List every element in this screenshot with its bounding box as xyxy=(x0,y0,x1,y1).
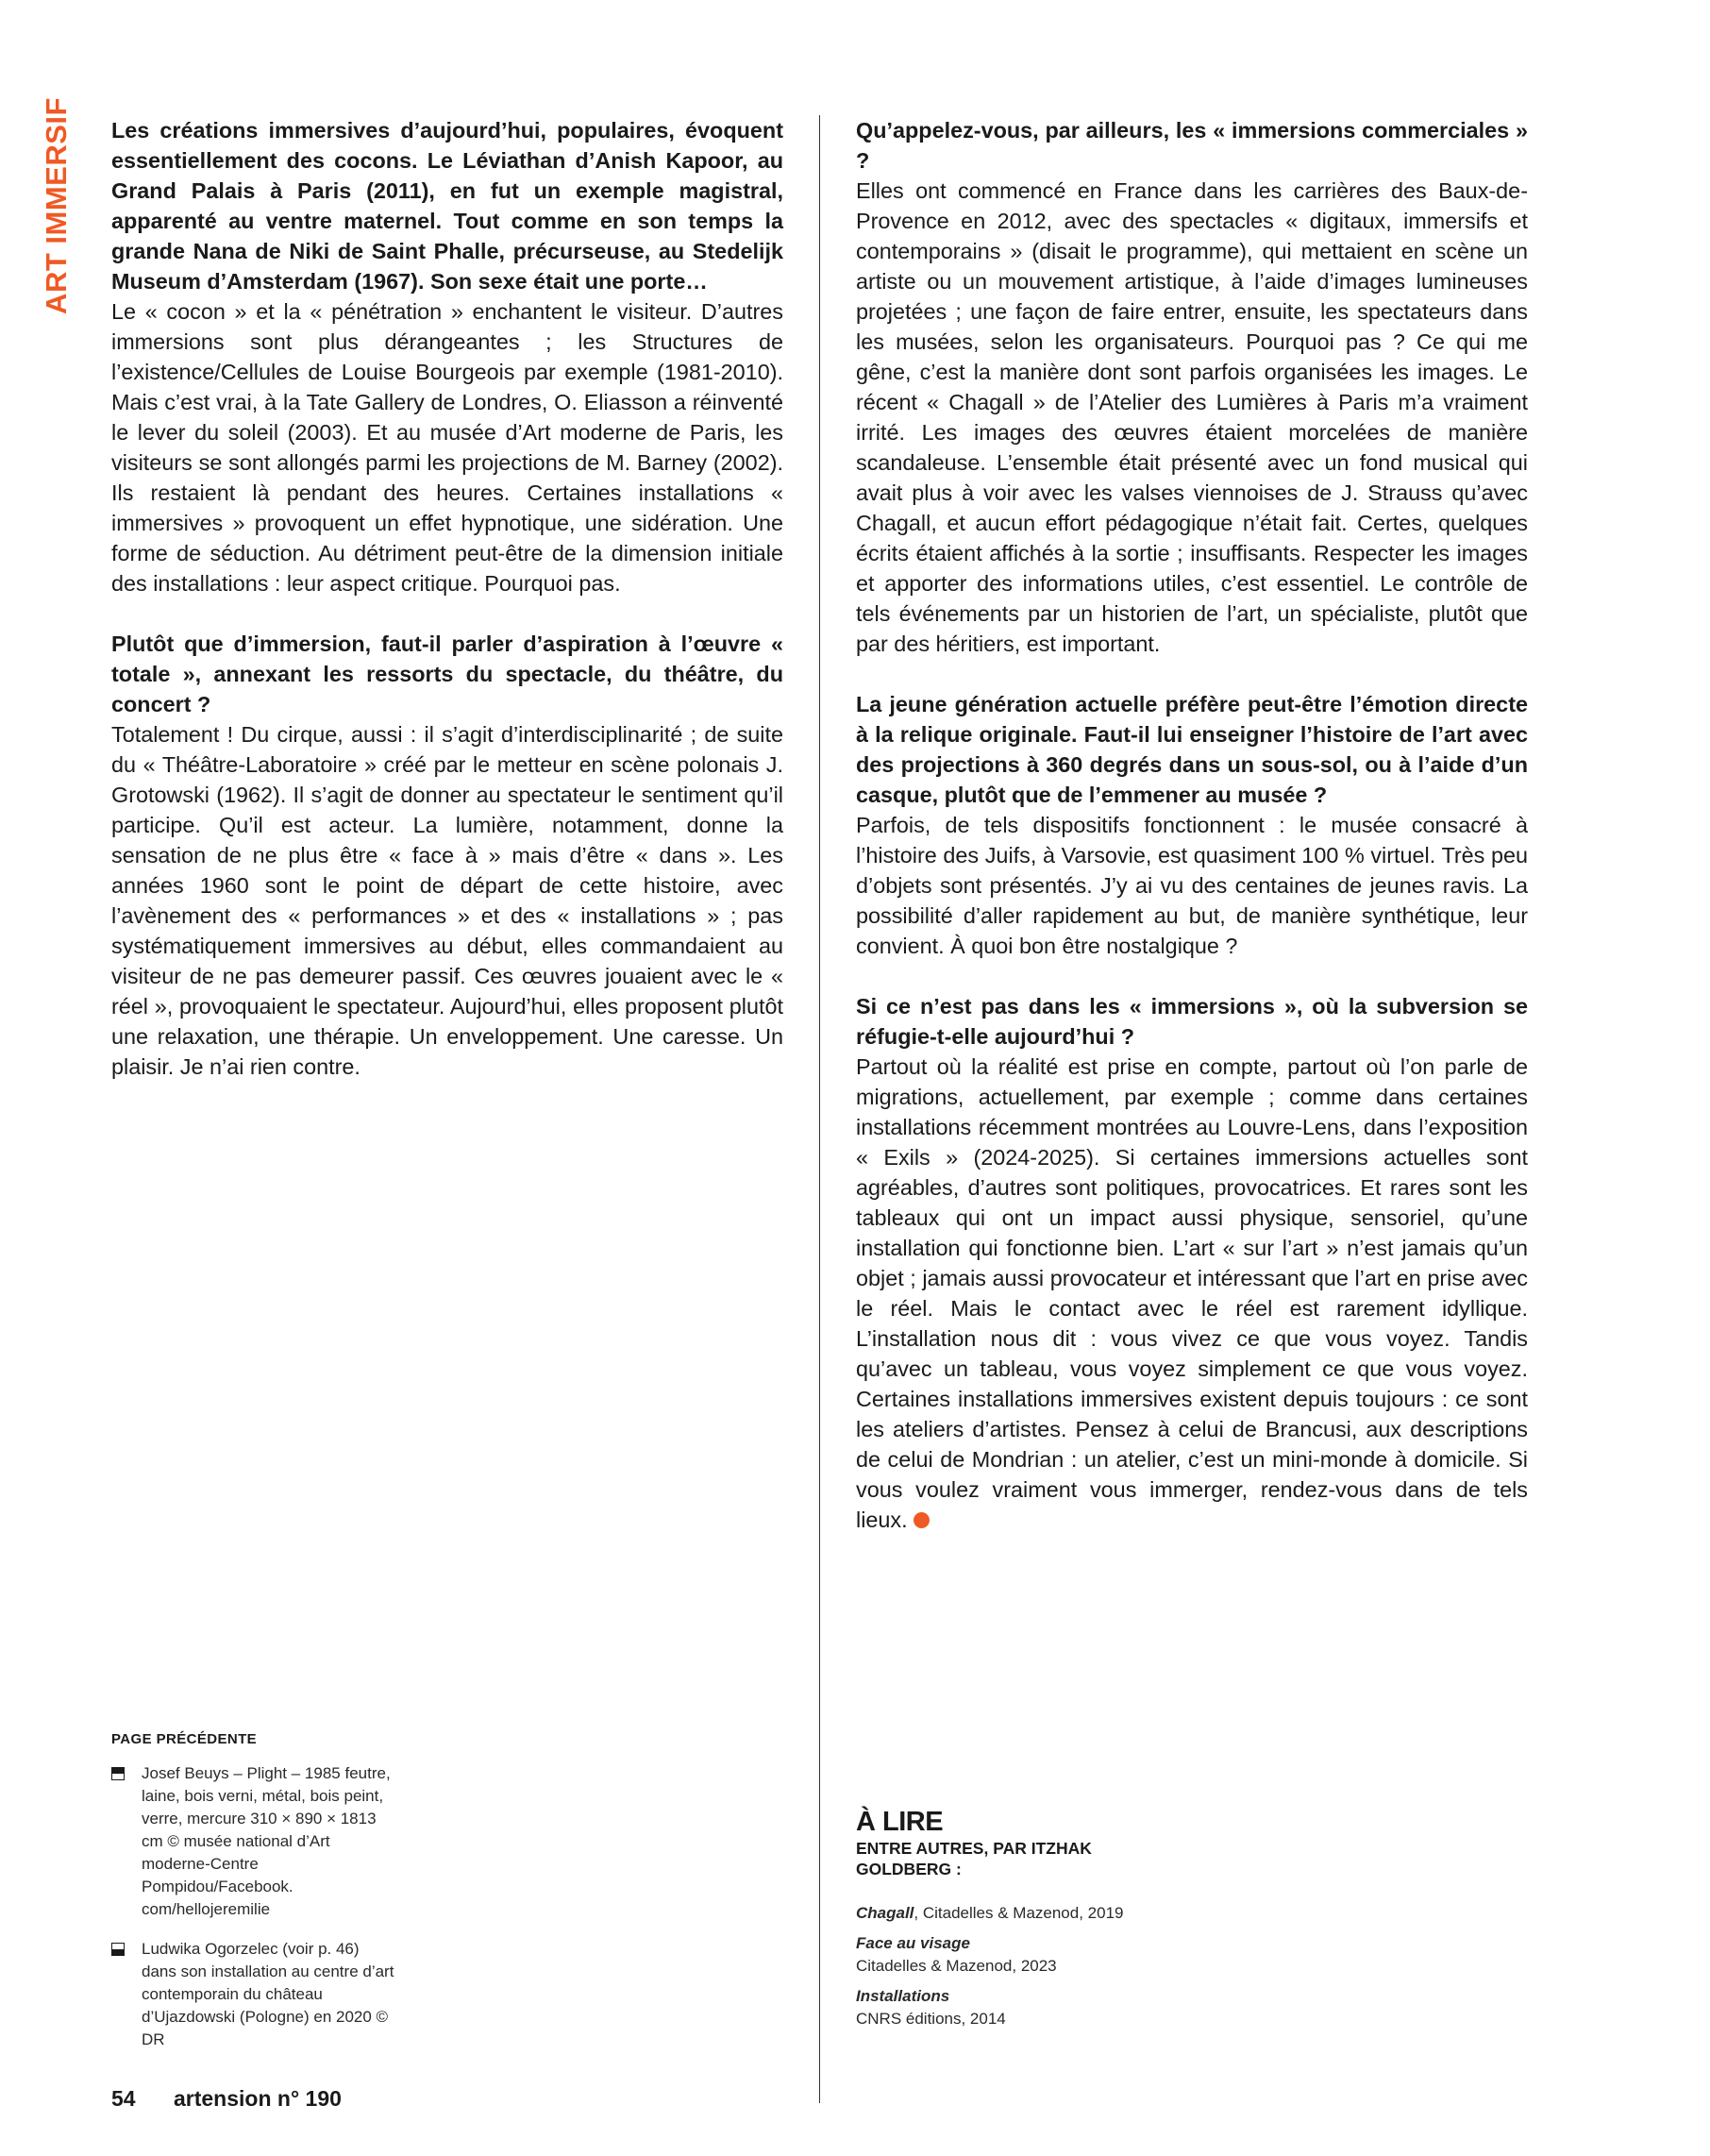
caption-item xyxy=(111,1762,394,1921)
top-half-square-icon xyxy=(111,1767,125,1780)
book-item xyxy=(856,1902,1139,1925)
reading-title: À LIRE xyxy=(856,1807,944,1837)
book-title: Face au visage xyxy=(856,1934,970,1952)
book-list xyxy=(856,1902,1139,2030)
section-label: ART IMMERSIF xyxy=(40,97,73,314)
caption-text: Josef Beuys – Plight – 1985 feutre, laine, bois verni, métal, bois peint, verre, mercure 310 × 890 × 1813 cm © musée national d’Art moderne-Centre Pompidou/Facebook. com/hellojeremilie xyxy=(142,1764,391,1918)
book-title: Chagall xyxy=(856,1904,914,1922)
right-column xyxy=(856,115,1528,1535)
book-title: Installations xyxy=(856,1987,950,2005)
captions-title: PAGE PRÉCÉDENTE xyxy=(111,1731,258,1747)
question-5: Si ce n’est pas dans les « immersions », où la subversion se réfugie-t-elle aujourd’hui ? xyxy=(856,994,1528,1049)
answer-5-text: Partout où la réalité est prise en compte, partout où l’on parle de migrations, actuellement, par exemple ; comme dans certaines installations récemment montrées au Louvre-Lens, dans l’exposition « Exils » (2024-2025). Si certaines immersions actuelles sont agréables, d’autres sont politiques, provocatrices. Et rares sont les tableaux qui ont un impact aussi physique, sensoriel, qu’une installation qui fonctionne bien. L’art « sur l’art » n’est jamais qu’un objet ; jamais aussi provocateur et intéressant que l’art en prise avec le réel. Mais le contact avec le réel est rarement idyllique. L’installation nous dit : vous vivez ce que vous voyez. Tandis qu’avec un tableau, vous voyez simplement ce que vous voyez. Certaines installations immersives existent depuis toujours : ce sont les ateliers d’artistes. Pensez à celui de Brancusi, aux descriptions de celui de Mondrian : un atelier, c’est un mini-monde à domicile. Si vous voulez vraiment vous immerger, rendez-vous dans de tels lieux. xyxy=(856,1054,1528,1532)
book-item xyxy=(856,1932,1139,1978)
question-3: Qu’appelez-vous, par ailleurs, les « immersions commerciales » ? xyxy=(856,118,1528,173)
book-details: CNRS éditions, 2014 xyxy=(856,2010,1006,2028)
magazine-name: artension n° 190 xyxy=(173,2086,342,2111)
left-column xyxy=(111,115,783,1082)
answer-3: Elles ont commencé en France dans les carrières des Baux-de-Provence en 2012, avec des spectacles « digitaux, immersifs et contemporains » (disait le programme), qui mettaient en scène un artiste ou un mouvement artistique, à l’aide d’images lumineuses projetées ; une façon de faire entrer, ensuite, les spectateurs dans les musées, selon les organisateurs. Pourquoi pas ? Ce qui me gêne, c’est la manière dont sont parfois organisées les images. Le récent « Chagall » de l’Atelier des Lumières à Paris m’a vraiment irrité. Les images des œuvres étaient morcelées de manière scandaleuse. L’ensemble était présenté avec un fond musical qui avait plus à voir avec les valses viennoises de J. Strauss qu’avec Chagall, et aucun effort pédagogique n’était fait. Certes, quelques écrits étaient affichés à la sortie ; insuffisants. Respecter les images et apporter des informations utiles, c’est essentiel. Le contrôle de tels événements par un historien de l’art, un spécialiste, plutôt que par des héritiers, est important. xyxy=(856,178,1528,656)
page-footer xyxy=(111,2086,342,2112)
bottom-half-square-icon xyxy=(111,1943,125,1956)
question-2: Plutôt que d’immersion, faut-il parler d’aspiration à l’œuvre « totale », annexant les ressorts du spectacle, du théâtre, du concert ? xyxy=(111,632,783,716)
caption-text: Ludwika Ogorzelec (voir p. 46) dans son installation au centre d’art contemporain du château d’Ujazdowski (Pologne) en 2020 © DR xyxy=(142,1940,394,2048)
question-4: La jeune génération actuelle préfère peut-être l’émotion directe à la relique originale. Faut-il lui enseigner l’histoire de l’art avec des projections à 360 degrés dans un sous-sol, ou à l’aide d’un casque, plutôt que de l’emmener au musée ? xyxy=(856,692,1528,807)
column-divider xyxy=(819,115,820,2103)
book-details: , Citadelles & Mazenod, 2019 xyxy=(914,1904,1124,1922)
caption-item xyxy=(111,1938,394,2051)
reading-subtitle: ENTRE AUTRES, PAR ITZHAK GOLDBERG : xyxy=(856,1839,1092,1878)
answer-5 xyxy=(856,1052,1528,1535)
section-tag xyxy=(40,97,74,314)
answer-2: Totalement ! Du cirque, aussi : il s’agit d’interdisciplinarité ; de suite du « Théâtre-Laboratoire » créé par le metteur en scène polonais J. Grotowski (1962). Il s’agit de donner au spectateur le sentiment qu’il participe. Qu’il est acteur. La lumière, notamment, donne la sensation de ne plus être « face à » mais d’être « dans ». Les années 1960 sont le point de départ de cette histoire, avec l’avènement des « performances » et des « installations » ; pas systématiquement immersives au début, elles commandaient au visiteur de ne pas demeurer passif. Ces œuvres jouaient avec le « réel », provoquaient le spectateur. Aujourd’hui, elles proposent plutôt une relaxation, une thérapie. Un enveloppement. Une caresse. Un plaisir. Je n’ai rien contre. xyxy=(111,722,783,1079)
book-details: Citadelles & Mazenod, 2023 xyxy=(856,1957,1057,1975)
photo-captions xyxy=(111,1731,394,2068)
end-mark-icon xyxy=(914,1512,930,1528)
answer-4: Parfois, de tels dispositifs fonctionnent : le musée consacré à l’histoire des Juifs, à Varsovie, est quasiment 100 % virtuel. Très peu d’objets sont présentés. J’y ai vu des centaines de jeunes ravis. La possibilité d’aller rapidement au but, de manière synthétique, leur convient. À quoi bon être nostalgique ? xyxy=(856,813,1528,958)
book-item xyxy=(856,1985,1139,2030)
page-number: 54 xyxy=(111,2086,136,2111)
reading-box xyxy=(856,1808,1139,2038)
answer-1: Le « cocon » et la « pénétration » enchantent le visiteur. D’autres immersions sont plus dérangeantes ; les Structures de l’existence/Cellules de Louise Bourgeois par exemple (1981-2010). Mais c’est vrai, à la Tate Gallery de Londres, O. Eliasson a réinventé le lever du soleil (2003). Et au musée d’Art moderne de Paris, les visiteurs se sont allongés parmi les projections de M. Barney (2002). Ils restaient là pendant des heures. Certaines installations « immersives » provoquent un effet hypnotique, une sidération. Une forme de séduction. Au détriment peut-être de la dimension initiale des installations : leur aspect critique. Pourquoi pas. xyxy=(111,299,783,596)
question-1: Les créations immersives d’aujourd’hui, populaires, évoquent essentiellement des cocons. Le Léviathan d’Anish Kapoor, au Grand Palais à Paris (2011), en fut un exemple magistral, apparenté au ventre maternel. Tout comme en son temps la grande Nana de Niki de Saint Phalle, précurseuse, au Stedelijk Museum d’Amsterdam (1967). Son sexe était une porte… xyxy=(111,118,783,294)
